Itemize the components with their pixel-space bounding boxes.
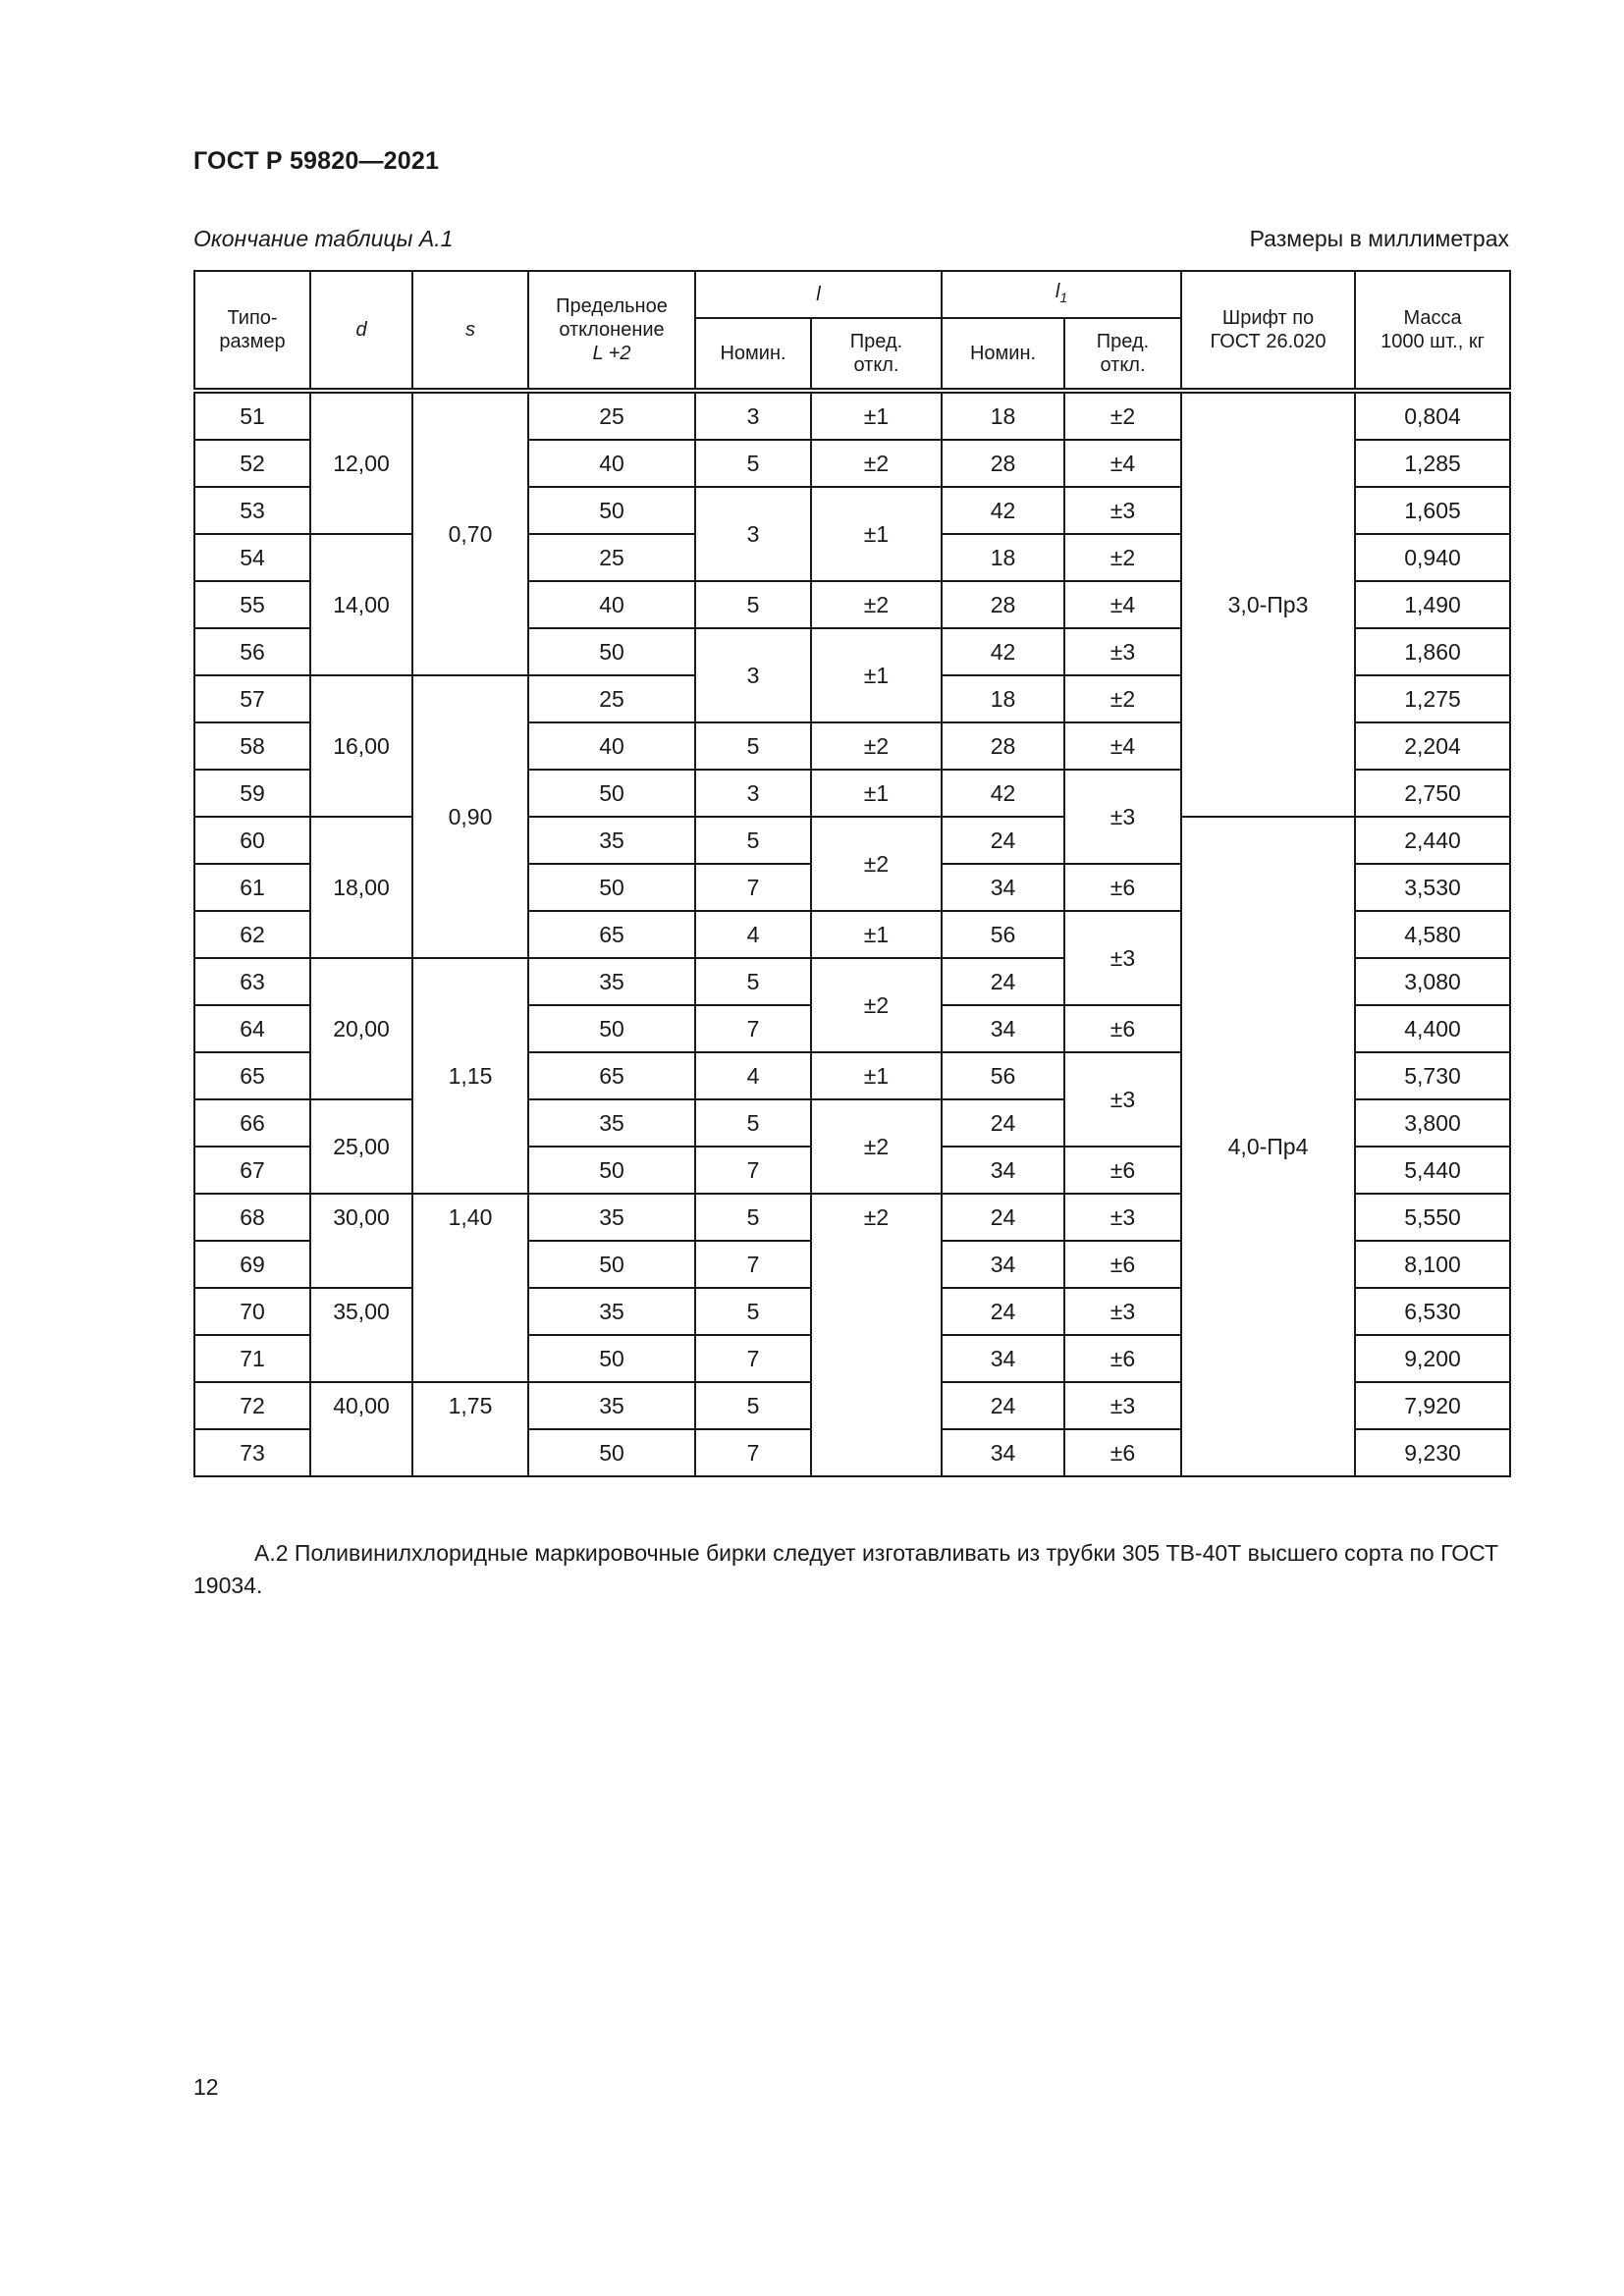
l1-nominal-cell: 42	[942, 628, 1064, 675]
mass-cell: 8,100	[1355, 1241, 1510, 1288]
l-deviation-cell: ±1	[811, 391, 942, 440]
l-nominal-cell: 5	[695, 722, 811, 770]
header-d: d	[310, 271, 412, 391]
l1-nominal-cell: 34	[942, 1335, 1064, 1382]
mass-cell: 0,804	[1355, 391, 1510, 440]
L-cell: 25	[528, 391, 695, 440]
l-deviation-cell: ±2	[811, 581, 942, 628]
mass-cell: 5,440	[1355, 1147, 1510, 1194]
header-size: Типо- размер	[194, 271, 310, 391]
L-cell: 25	[528, 534, 695, 581]
l1-nominal-cell: 42	[942, 487, 1064, 534]
mass-cell: 5,550	[1355, 1194, 1510, 1241]
size-cell: 69	[194, 1241, 310, 1288]
l1-nominal-cell: 34	[942, 1241, 1064, 1288]
size-cell: 63	[194, 958, 310, 1005]
size-cell: 67	[194, 1147, 310, 1194]
dimensions-table	[193, 270, 1511, 1477]
mass-cell: 9,230	[1355, 1429, 1510, 1476]
l-deviation-cell: ±1	[811, 1052, 942, 1099]
mass-cell: 0,940	[1355, 534, 1510, 581]
header-mass: Масса 1000 шт., кг	[1355, 271, 1510, 391]
s-cell: 0,70	[412, 391, 528, 675]
l1-nominal-cell: 34	[942, 1005, 1064, 1052]
l1-deviation-cell: ±6	[1064, 1429, 1181, 1476]
l-nominal-cell: 5	[695, 440, 811, 487]
mass-cell: 2,750	[1355, 770, 1510, 817]
l1-nominal-cell: 24	[942, 1382, 1064, 1429]
mass-cell: 2,204	[1355, 722, 1510, 770]
l1-nominal-cell: 28	[942, 440, 1064, 487]
l1-deviation-cell: ±2	[1064, 534, 1181, 581]
l1-nominal-cell: 18	[942, 391, 1064, 440]
l-nominal-cell: 7	[695, 864, 811, 911]
l1-deviation-cell: ±2	[1064, 675, 1181, 722]
L-cell: 50	[528, 1241, 695, 1288]
s-cell: 1,15	[412, 958, 528, 1194]
l1-deviation-cell: ±6	[1064, 1335, 1181, 1382]
page-number: 12	[193, 2074, 219, 2100]
l1-nominal-cell: 18	[942, 675, 1064, 722]
mass-cell: 1,605	[1355, 487, 1510, 534]
l-deviation-cell: ±1	[811, 911, 942, 958]
s-cell: 1,40	[412, 1194, 528, 1382]
l-nominal-cell: 3	[695, 628, 811, 722]
L-cell: 50	[528, 487, 695, 534]
mass-cell: 2,440	[1355, 817, 1510, 864]
d-cell: 25,00	[310, 1099, 412, 1194]
l1-deviation-cell: ±6	[1064, 1241, 1181, 1288]
l1-nominal-cell: 42	[942, 770, 1064, 817]
size-cell: 55	[194, 581, 310, 628]
l-nominal-cell: 3	[695, 391, 811, 440]
size-cell: 68	[194, 1194, 310, 1241]
mass-cell: 6,530	[1355, 1288, 1510, 1335]
L-cell: 50	[528, 1335, 695, 1382]
l1-nominal-cell: 28	[942, 581, 1064, 628]
l-deviation-cell: ±1	[811, 628, 942, 722]
size-cell: 72	[194, 1382, 310, 1429]
l-nominal-cell: 4	[695, 911, 811, 958]
size-cell: 54	[194, 534, 310, 581]
l-nominal-cell: 7	[695, 1005, 811, 1052]
size-cell: 65	[194, 1052, 310, 1099]
font-cell: 4,0-Пр4	[1181, 817, 1355, 1476]
l1-nominal-cell: 28	[942, 722, 1064, 770]
header-limit-deviation: Предельное отклонение L +2	[528, 271, 695, 391]
size-cell: 70	[194, 1288, 310, 1335]
l-nominal-cell: 7	[695, 1147, 811, 1194]
l-deviation-cell: ±2	[811, 722, 942, 770]
l1-nominal-cell: 24	[942, 1194, 1064, 1241]
l-nominal-cell: 5	[695, 1288, 811, 1335]
l-nominal-cell: 7	[695, 1429, 811, 1476]
l1-deviation-cell: ±6	[1064, 1147, 1181, 1194]
L-cell: 40	[528, 581, 695, 628]
size-cell: 60	[194, 817, 310, 864]
l1-deviation-cell: ±3	[1064, 1194, 1181, 1241]
L-cell: 35	[528, 817, 695, 864]
size-cell: 58	[194, 722, 310, 770]
L-cell: 35	[528, 1194, 695, 1241]
size-cell: 56	[194, 628, 310, 675]
header-s: s	[412, 271, 528, 391]
l1-nominal-cell: 56	[942, 911, 1064, 958]
l-nominal-cell: 7	[695, 1241, 811, 1288]
mass-cell: 1,285	[1355, 440, 1510, 487]
mass-cell: 7,920	[1355, 1382, 1510, 1429]
l1-nominal-cell: 34	[942, 864, 1064, 911]
L-cell: 50	[528, 1147, 695, 1194]
l1-nominal-cell: 24	[942, 1288, 1064, 1335]
size-cell: 52	[194, 440, 310, 487]
font-cell: 3,0-Пр3	[1181, 391, 1355, 817]
d-cell: 30,00	[310, 1194, 412, 1288]
mass-cell: 9,200	[1355, 1335, 1510, 1382]
l-nominal-cell: 4	[695, 1052, 811, 1099]
size-cell: 62	[194, 911, 310, 958]
size-cell: 59	[194, 770, 310, 817]
l1-deviation-cell: ±3	[1064, 911, 1181, 1005]
l1-deviation-cell: ±4	[1064, 722, 1181, 770]
header-l1: $l_1$	[942, 271, 1181, 318]
l-deviation-cell: ±1	[811, 770, 942, 817]
s-cell: 1,75	[412, 1382, 528, 1476]
l1-nominal-cell: 18	[942, 534, 1064, 581]
d-cell: 16,00	[310, 675, 412, 817]
d-cell: 40,00	[310, 1382, 412, 1476]
header-font: Шрифт по ГОСТ 26.020	[1181, 271, 1355, 391]
mass-cell: 4,580	[1355, 911, 1510, 958]
l-deviation-cell: ±2	[811, 1099, 942, 1194]
mass-cell: 4,400	[1355, 1005, 1510, 1052]
size-cell: 66	[194, 1099, 310, 1147]
L-cell: 65	[528, 1052, 695, 1099]
d-cell: 14,00	[310, 534, 412, 675]
mass-cell: 1,275	[1355, 675, 1510, 722]
L-cell: 50	[528, 628, 695, 675]
l1-deviation-cell: ±4	[1064, 440, 1181, 487]
L-cell: 65	[528, 911, 695, 958]
size-cell: 64	[194, 1005, 310, 1052]
header-l: l	[695, 271, 942, 318]
l-nominal-cell: 3	[695, 770, 811, 817]
size-cell: 61	[194, 864, 310, 911]
l1-nominal-cell: 24	[942, 1099, 1064, 1147]
l1-deviation-cell: ±3	[1064, 487, 1181, 534]
l-nominal-cell: 7	[695, 1335, 811, 1382]
l1-deviation-cell: ±3	[1064, 628, 1181, 675]
s-cell: 0,90	[412, 675, 528, 958]
l1-deviation-cell: ±2	[1064, 391, 1181, 440]
header-l1-nominal: Номин.	[942, 318, 1064, 391]
L-cell: 40	[528, 440, 695, 487]
mass-cell: 3,800	[1355, 1099, 1510, 1147]
l-nominal-cell: 5	[695, 817, 811, 864]
l-deviation-cell: ±1	[811, 487, 942, 581]
mass-cell: 1,490	[1355, 581, 1510, 628]
header-l-deviation: Пред. откл.	[811, 318, 942, 391]
table-row	[194, 817, 1510, 864]
table-row	[194, 391, 1510, 440]
l-deviation-cell: ±2	[811, 958, 942, 1052]
l1-nominal-cell: 24	[942, 958, 1064, 1005]
units-caption: Размеры в миллиметрах	[1249, 226, 1509, 251]
l-nominal-cell: 3	[695, 487, 811, 581]
l1-deviation-cell: ±3	[1064, 1052, 1181, 1147]
d-cell: 12,00	[310, 391, 412, 534]
size-cell: 51	[194, 391, 310, 440]
l1-deviation-cell: ±6	[1064, 1005, 1181, 1052]
mass-cell: 5,730	[1355, 1052, 1510, 1099]
d-cell: 18,00	[310, 817, 412, 958]
l1-nominal-cell: 34	[942, 1429, 1064, 1476]
L-cell: 50	[528, 1005, 695, 1052]
L-cell: 35	[528, 1382, 695, 1429]
l-nominal-cell: 5	[695, 581, 811, 628]
L-cell: 50	[528, 864, 695, 911]
document-code: ГОСТ Р 59820—2021	[193, 147, 440, 175]
l-deviation-cell: ±2	[811, 1194, 942, 1476]
l-deviation-cell: ±2	[811, 817, 942, 911]
mass-cell: 3,530	[1355, 864, 1510, 911]
L-cell: 50	[528, 1429, 695, 1476]
l1-deviation-cell: ±3	[1064, 1288, 1181, 1335]
l1-nominal-cell: 56	[942, 1052, 1064, 1099]
l1-deviation-cell: ±3	[1064, 770, 1181, 864]
l1-deviation-cell: ±3	[1064, 1382, 1181, 1429]
l1-nominal-cell: 24	[942, 817, 1064, 864]
mass-cell: 3,080	[1355, 958, 1510, 1005]
size-cell: 57	[194, 675, 310, 722]
l1-nominal-cell: 34	[942, 1147, 1064, 1194]
table-caption: Окончание таблицы А.1	[193, 226, 454, 251]
mass-cell: 1,860	[1355, 628, 1510, 675]
size-cell: 53	[194, 487, 310, 534]
L-cell: 35	[528, 1288, 695, 1335]
size-cell: 71	[194, 1335, 310, 1382]
l-nominal-cell: 5	[695, 1382, 811, 1429]
l1-deviation-cell: ±6	[1064, 864, 1181, 911]
L-cell: 35	[528, 958, 695, 1005]
l1-deviation-cell: ±4	[1064, 581, 1181, 628]
l-deviation-cell: ±2	[811, 440, 942, 487]
l-nominal-cell: 5	[695, 1099, 811, 1147]
paragraph-a2: А.2 Поливинилхлоридные маркировочные бирки следует изготавливать из трубки 305 ТВ-40Т высшего сорта по ГОСТ 19034.	[193, 1540, 1499, 1598]
L-cell: 40	[528, 722, 695, 770]
size-cell: 73	[194, 1429, 310, 1476]
l-nominal-cell: 5	[695, 1194, 811, 1241]
header-l1-deviation: Пред. откл.	[1064, 318, 1181, 391]
l-nominal-cell: 5	[695, 958, 811, 1005]
d-cell: 35,00	[310, 1288, 412, 1382]
L-cell: 35	[528, 1099, 695, 1147]
L-cell: 50	[528, 770, 695, 817]
L-cell: 25	[528, 675, 695, 722]
d-cell: 20,00	[310, 958, 412, 1099]
header-l-nominal: Номин.	[695, 318, 811, 391]
